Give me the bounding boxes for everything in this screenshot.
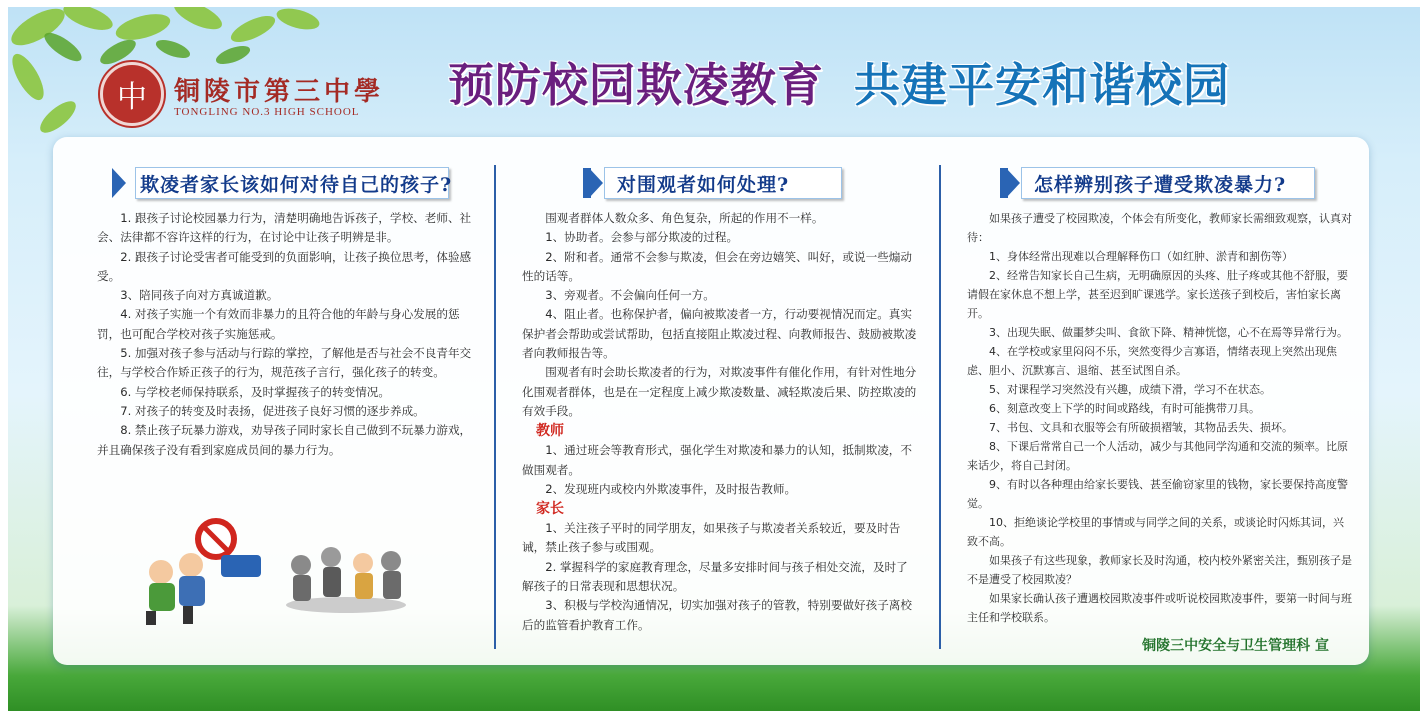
paragraph: 2. 跟孩子讨论受害者可能受到的负面影响，让孩子换位思考，体验感受。 [97, 249, 472, 283]
column-divider [494, 165, 496, 649]
paragraph: 3、陪同孩子向对方真诚道歉。 [120, 288, 279, 303]
section-title-teacher: 教师 [536, 423, 564, 440]
paragraph: 2、经常告知家长自己生病，无明确原因的头疼、肚子疼或其他不舒服，要请假在家休息不想上学，甚至迟到旷课逃学。家长送孩子到校后，害怕家长离开。 [967, 269, 1348, 320]
section-title-parent: 家长 [536, 501, 564, 518]
paragraph: 8、下课后常常自己一个人活动，减少与其他同学沟通和交流的频率。比原来话少，将自己封闭。 [967, 440, 1348, 472]
school-seal-icon: 中 [100, 62, 164, 126]
column-divider [939, 165, 941, 649]
paragraph: 6. 与学校老师保持联系，及时掌握孩子的转变情况。 [120, 384, 390, 399]
paragraph: 7、书包、文具和衣服等会有所破损褶皱，其物品丢失、损坏。 [989, 421, 1293, 434]
title-part-2: 共建平安和谐校园 [854, 58, 1230, 112]
paragraph: 围观者群体人数众多、角色复杂，所起的作用不一样。 [545, 211, 824, 225]
paragraph: 1. 跟孩子讨论校园暴力行为，清楚明确地告诉孩子，学校、老师、社会、法律都不容许这样的行为，在讨论中让孩子明辨是非。 [97, 211, 472, 245]
column-2-heading [604, 167, 842, 199]
content-panel [53, 137, 1369, 665]
paragraph: 3、旁观者。不会偏向任何一方。 [545, 288, 715, 303]
column-parents-of-bullies [53, 137, 493, 657]
paragraph: 6、刻意改变上下学的时间或路线，有时可能携带刀具。 [989, 402, 1260, 415]
paragraph: 8. 禁止孩子玩暴力游戏，劝导孩子同时家长自己做到不玩暴力游戏，并且确保孩子没有看到家庭成员间的暴力行为。 [97, 423, 472, 457]
paragraph: 2. 掌握科学的家庭教育理念，尽量多安排时间与孩子相处交流，及时了解孩子的日常表现和思想状况。 [522, 559, 908, 594]
paragraph: 3、积极与学校沟通情况，切实加强对孩子的管教，特别要做好孩子离校后的监管看护教育工作。 [522, 598, 912, 632]
column-bystanders [498, 137, 938, 657]
column-3-heading [1021, 167, 1315, 199]
title-part-1: 预防校园欺凌教育 [448, 58, 824, 112]
column-3-body [967, 209, 1353, 627]
paragraph: 4、在学校或家里闷闷不乐，突然变得少言寡语，情绪表现上突然出现焦虑、胆小、沉默寡言、退缩、甚至试图自杀。 [967, 345, 1337, 377]
paragraph: 5、对课程学习突然没有兴趣，成绩下滑，学习不在状态。 [989, 383, 1271, 396]
paragraph: 9、有时以各种理由给家长要钱、甚至偷窃家里的钱物，家长要保持高度警觉。 [967, 478, 1348, 510]
school-name-cn: 铜陵市第三中學 [174, 76, 385, 107]
paragraph: 7. 对孩子的转变及时表扬，促进孩子良好习惯的逐步养成。 [120, 403, 425, 418]
column-2-heading-text: 对围观者如何处理? [617, 173, 790, 196]
column-1-heading [135, 167, 453, 199]
paragraph: 5. 加强对孩子参与活动与行踪的掌控，了解他是否与社会不良青年交往，与学校合作矫正孩子的行为，规范孩子言行，强化孩子的转变。 [97, 346, 472, 380]
column-3-heading-text: 怎样辨别孩子遭受欺凌暴力? [1034, 173, 1287, 196]
paragraph: 如果孩子遭受了校园欺凌，个体会有所变化，教师家长需细致观察，认真对待： [967, 212, 1352, 244]
school-name-en: TONGLING NO.3 HIGH SCHOOL [174, 105, 360, 118]
paragraph: 10、拒绝谈论学校里的事情或与同学之间的关系，或谈论时闪烁其词，兴致不高。 [967, 516, 1344, 548]
issuer-signature: 铜陵三中安全与卫生管理科 宣 [1142, 638, 1329, 654]
paragraph: 2、发现班内或校内外欺凌事件，及时报告教师。 [545, 481, 797, 496]
column-1-body [97, 209, 475, 460]
column-identify-victims [943, 137, 1369, 657]
paragraph: 1、关注孩子平时的同学朋友，如果孩子与欺凌者关系较近，要及时告诫，禁止孩子参与或围观。 [522, 521, 901, 555]
school-logo [100, 62, 384, 126]
paragraph: 1、协助者。会参与部分欺凌的过程。 [545, 230, 739, 245]
paragraph: 如果孩子有这些现象，教师家长及时沟通，校内校外紧密关注，甄别孩子是不是遭受了校园欺凌？ [967, 554, 1352, 586]
group-bullying-cartoon [281, 535, 411, 615]
paragraph: 3、出现失眠、做噩梦尖叫、食欲下降、精神恍惚，心不在焉等异常行为。 [989, 326, 1348, 339]
column-2-body [522, 209, 918, 635]
paragraph: 围观者有时会助长欺凌者的行为，对欺凌事件有催化作用，有针对性地分化围观者群体，也是在一定程度上减少欺凌数量、减轻欺凌后果、防控欺凌的有效手段。 [522, 365, 917, 418]
paragraph: 1、通过班会等教育形式，强化学生对欺凌和暴力的认知，抵制欺凌，不做围观者。 [522, 443, 912, 477]
bullying-stop-cartoon [121, 517, 271, 627]
paragraph: 如果家长确认孩子遭遇校园欺凌事件或听说校园欺凌事件，要第一时间与班主任和学校联系。 [967, 592, 1352, 624]
column-1-heading-text: 欺凌者家长该如何对待自己的孩子? [140, 173, 453, 196]
paragraph: 1、身体经常出现难以合理解释伤口（如红肿、淤青和割伤等） [989, 250, 1293, 263]
paragraph: 4、阻止者。也称保护者，偏向被欺凌者一方，行动要视情况而定。真实保护者会帮助或尝试帮助，包括直接阻止欺凌过程、向教师报告、鼓励被欺凌者向教师报告等。 [522, 307, 917, 361]
paragraph: 4. 对孩子实施一个有效而非暴力的且符合他的年龄与身心发展的惩罚，也可配合学校对孩子实施惩戒。 [97, 307, 460, 341]
poster-title [448, 49, 1230, 115]
paragraph: 2、附和者。通常不会参与欺凌，但会在旁边嬉笑、叫好，或说一些煽动性的话等。 [522, 249, 912, 283]
